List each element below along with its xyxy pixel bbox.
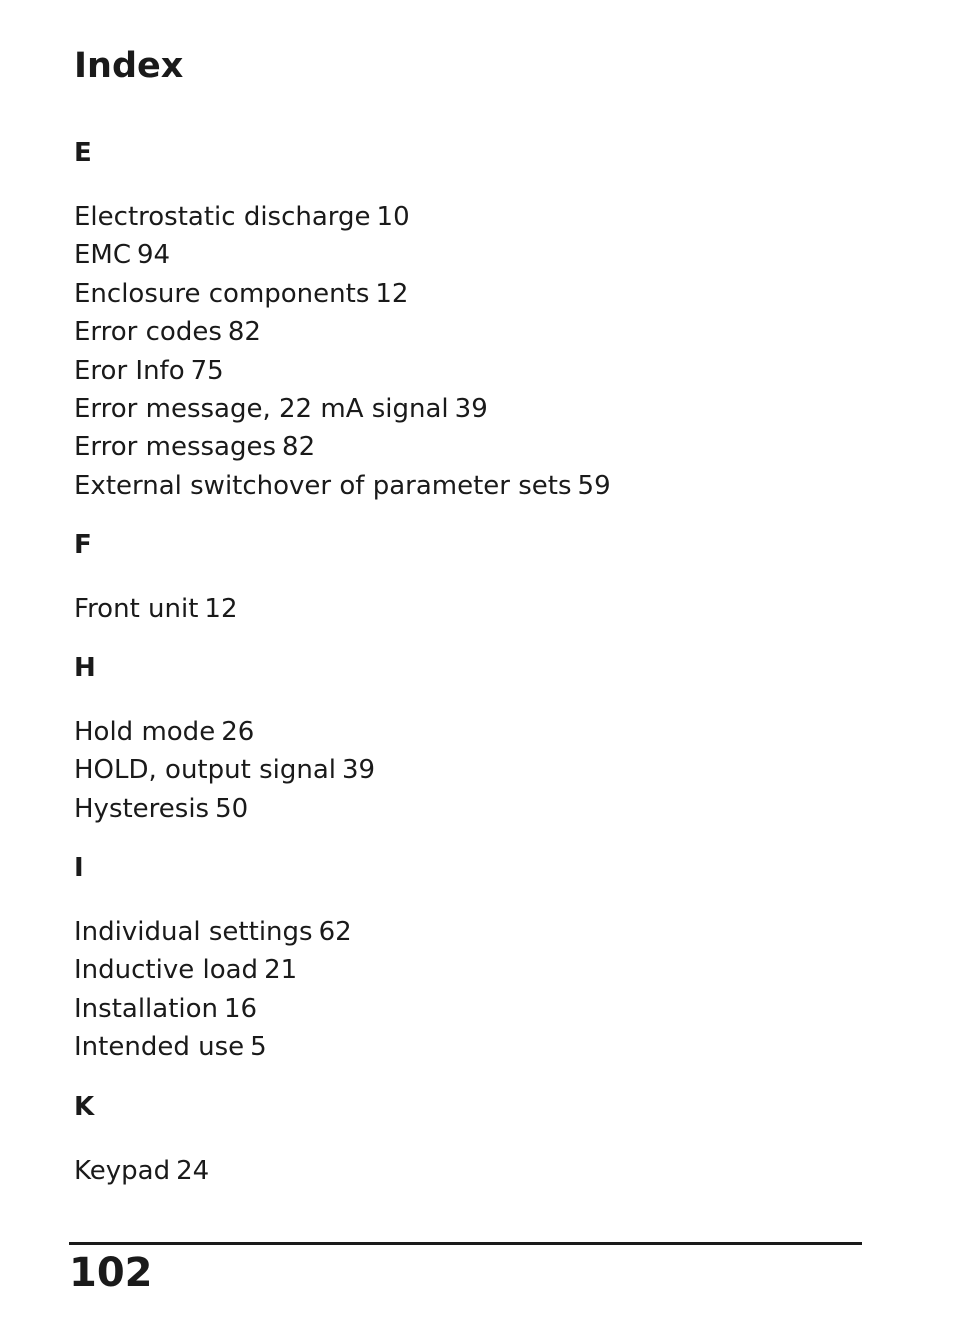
entry-page-ref: 75 (190, 355, 224, 386)
entry-term: Error message, 22 mA signal (74, 393, 449, 424)
entry-term: Individual settings (74, 917, 313, 947)
entry-list (74, 590, 894, 628)
entry-page-ref: 50 (215, 793, 249, 824)
entry-list (74, 1152, 894, 1190)
index-entry (74, 590, 894, 628)
index-entry (74, 990, 894, 1028)
entry-term: Error messages (74, 432, 277, 463)
entry-term: Inductive load (74, 955, 259, 986)
entry-list (74, 913, 894, 1067)
index-entry (74, 467, 894, 505)
entry-page-ref: 10 (376, 202, 410, 232)
entry-term: Front unit (74, 594, 199, 624)
entry-term: Hysteresis (74, 793, 210, 824)
entry-page-ref: 24 (176, 1156, 210, 1186)
index-section-f (74, 529, 894, 628)
entry-term: Intended use (74, 1032, 245, 1063)
entry-term: Eror Info (74, 355, 185, 386)
entry-term: Enclosure components (74, 278, 370, 309)
index-entry (74, 1152, 894, 1190)
entry-term: Electrostatic discharge (74, 202, 371, 232)
entry-page-ref: 5 (250, 1032, 267, 1063)
entry-term: Keypad (74, 1156, 171, 1186)
index-section-i (74, 852, 894, 1067)
entry-page-ref: 82 (282, 432, 316, 463)
entry-term: Hold mode (74, 717, 216, 747)
entry-page-ref: 26 (221, 717, 255, 747)
index-section-e (74, 137, 894, 505)
entry-list (74, 198, 894, 505)
index-entry (74, 275, 894, 313)
entry-page-ref: 62 (318, 917, 352, 947)
section-letter: H (74, 653, 96, 683)
index-entry (74, 390, 894, 428)
page-title: Index (74, 46, 184, 86)
entry-page-ref: 21 (264, 955, 298, 986)
entry-term: External switchover of parameter sets (74, 470, 572, 501)
index-entry (74, 790, 894, 828)
entry-page-ref: 94 (137, 240, 171, 271)
index-entry (74, 713, 894, 751)
entry-page-ref: 16 (224, 993, 258, 1024)
index-entry (74, 1028, 894, 1066)
entry-page-ref: 39 (341, 755, 376, 786)
section-letter: I (74, 853, 84, 883)
index-entry (74, 236, 894, 274)
entry-page-ref: 12 (375, 278, 409, 309)
entry-list (74, 713, 894, 828)
index-entry (74, 913, 894, 951)
footer-rule (69, 1242, 862, 1245)
index-entry (74, 313, 894, 351)
entry-term: Installation (74, 993, 219, 1024)
index-section-k (74, 1091, 894, 1190)
index-entry (74, 198, 894, 236)
index-entry (74, 951, 894, 989)
index-entry (74, 352, 894, 390)
section-letter: K (74, 1092, 95, 1122)
index-entry (74, 751, 894, 789)
section-letter: E (74, 138, 92, 168)
index-section-h (74, 652, 894, 828)
entry-term: EMC (74, 240, 132, 271)
page-number: 102 (69, 1250, 153, 1296)
entry-page-ref: 82 (227, 317, 261, 348)
entry-page-ref: 12 (204, 594, 238, 624)
section-letter: F (74, 530, 92, 560)
entry-page-ref: 59 (577, 470, 611, 501)
entry-term: HOLD, output signal (74, 755, 336, 786)
entry-page-ref: 39 (454, 393, 488, 424)
entry-term: Error codes (74, 317, 222, 348)
index-entry (74, 428, 894, 466)
